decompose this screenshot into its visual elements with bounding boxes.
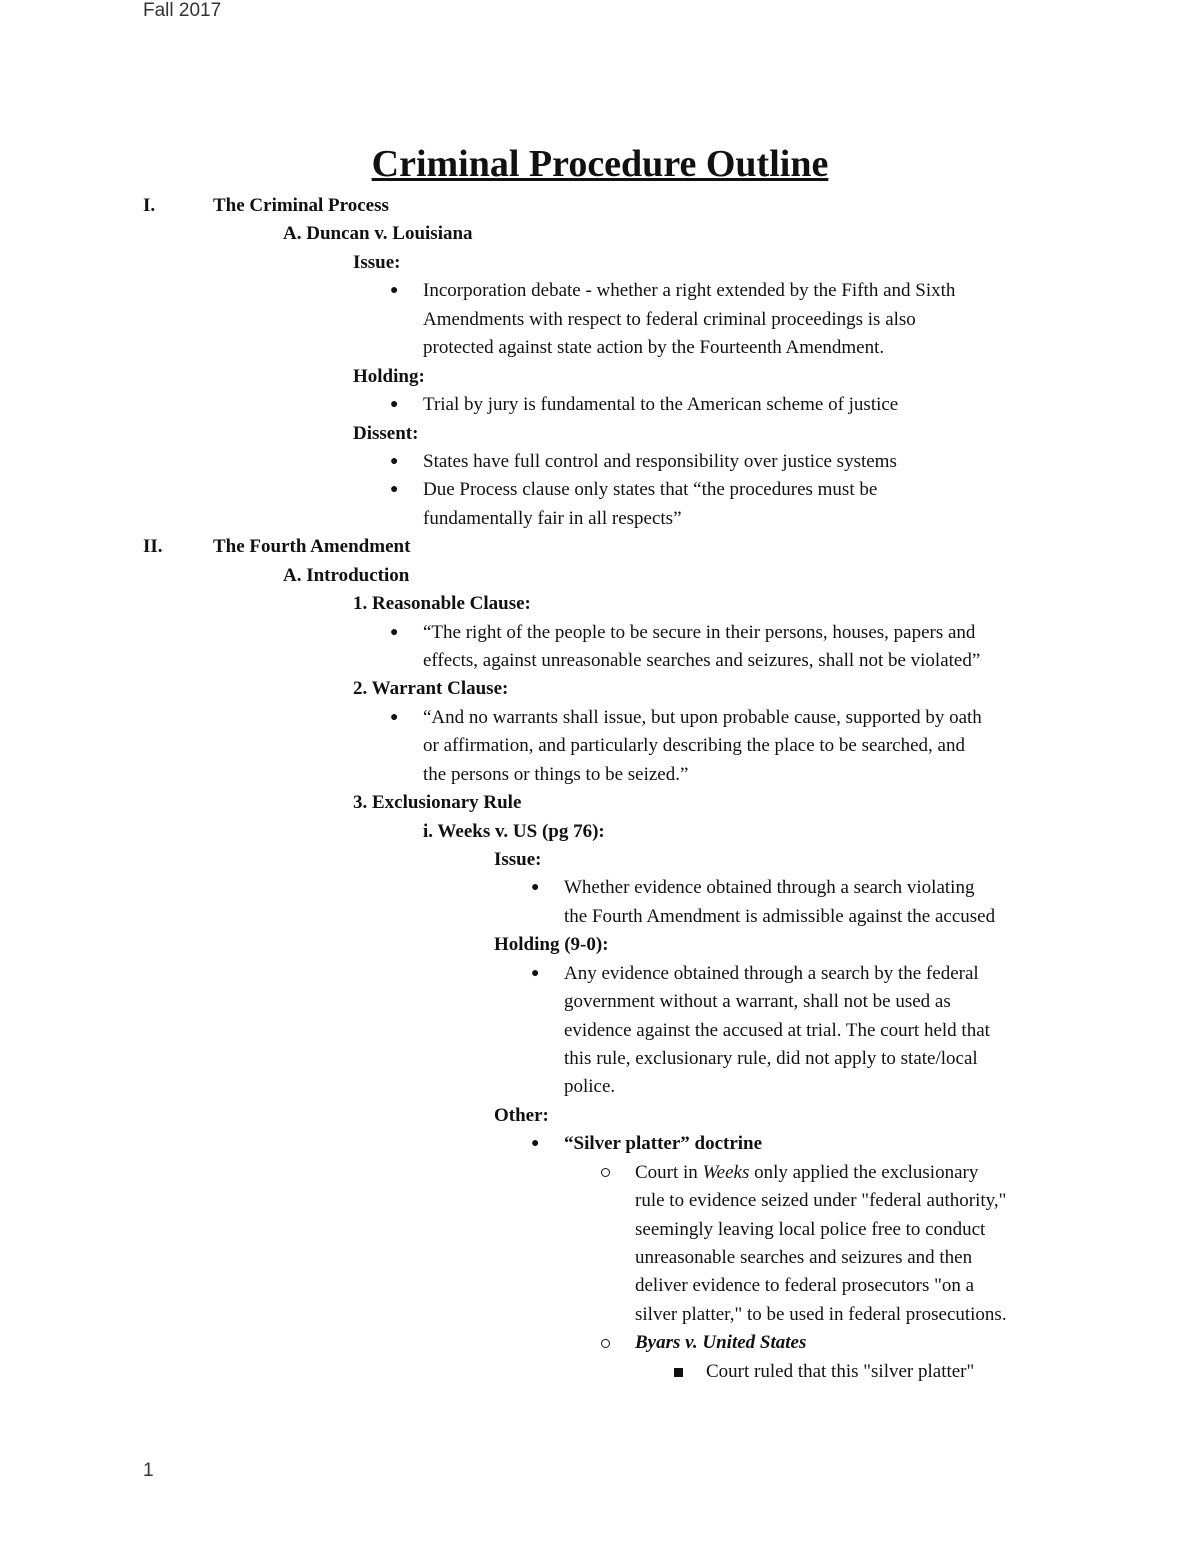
section-2-heading: The Fourth Amendment [213,536,411,557]
bullet-icon: ● [390,283,399,298]
case-duncan-heading: A. Duncan v. Louisiana [283,223,473,244]
weeks-issue-label: Issue: [494,849,542,870]
silver-platter-line: silver platter," to be used in federal prosecutions. [635,1304,1007,1325]
exclusionary-rule-label: 3. Exclusionary Rule [353,792,522,813]
weeks-issue-line: the Fourth Amendment is admissible against the accused [564,906,996,927]
weeks-holding-line: evidence against the accused at trial. The court held that [564,1020,990,1041]
page-header: Fall 2017 [143,0,222,21]
bullet-icon: ● [390,482,399,497]
dissent-label: Dissent: [353,423,419,444]
page-title: Criminal Procedure Outline [371,143,829,185]
reasonable-clause-line: “The right of the people to be secure in their persons, houses, papers and [423,622,976,643]
weeks-holding-line: Any evidence obtained through a search by the federal [564,963,979,984]
warrant-clause-label: 2. Warrant Clause: [353,678,509,699]
bullet-icon: ● [390,454,399,469]
square-bullet-icon [674,1368,683,1377]
other-label: Other: [494,1105,549,1126]
silver-platter-line: rule to evidence seized under "federal authority," [635,1190,1007,1211]
section-1-heading: The Criminal Process [213,195,389,216]
circle-bullet-icon [601,1339,610,1348]
bullet-icon: ● [531,966,540,981]
bullet-icon: ● [531,1136,540,1151]
weeks-holding-line: this rule, exclusionary rule, did not apply to state/local [564,1048,978,1069]
warrant-clause-line: “And no warrants shall issue, but upon probable cause, supported by oath [423,707,982,728]
silver-platter-line: unreasonable searches and seizures and then [635,1247,973,1268]
section-1-number: I. [143,195,156,216]
silver-platter-line: deliver evidence to federal prosecutors "on a [635,1275,975,1296]
dissent-line: fundamentally fair in all respects” [423,508,682,529]
issue-line: Amendments with respect to federal criminal proceedings is also [423,309,916,330]
reasonable-clause-line: effects, against unreasonable searches and seizures, shall not be violated” [423,650,981,671]
dissent-line: Due Process clause only states that “the procedures must be [423,479,878,500]
warrant-clause-line: or affirmation, and particularly describing the place to be searched, and [423,735,965,756]
section-2-number: II. [143,536,163,557]
issue-line: protected against state action by the Fourteenth Amendment. [423,337,885,358]
introduction-heading: A. Introduction [283,565,410,586]
issue-label: Issue: [353,252,401,273]
byars-case-label: Byars v. United States [635,1332,807,1353]
issue-line: Incorporation debate - whether a right extended by the Fifth and Sixth [423,280,956,301]
bullet-icon: ● [390,710,399,725]
bullet-icon: ● [531,880,540,895]
weeks-holding-label: Holding (9-0): [494,934,609,955]
dissent-line: States have full control and responsibility over justice systems [423,451,897,472]
bullet-icon: ● [390,397,399,412]
silver-platter-label: “Silver platter” doctrine [564,1133,763,1154]
silver-platter-line: Court in Weeks only applied the exclusionary [635,1162,979,1183]
circle-bullet-icon [601,1168,610,1177]
weeks-holding-line: police. [564,1076,616,1097]
weeks-case-label: i. Weeks v. US (pg 76): [423,821,605,842]
byars-line: Court ruled that this "silver platter" [706,1361,975,1382]
holding-label: Holding: [353,366,425,387]
holding-line: Trial by jury is fundamental to the American scheme of justice [423,394,899,415]
warrant-clause-line: the persons or things to be seized.” [423,764,689,785]
reasonable-clause-label: 1. Reasonable Clause: [353,593,531,614]
weeks-holding-line: government without a warrant, shall not be used as [564,991,951,1012]
weeks-issue-line: Whether evidence obtained through a search violating [564,877,975,898]
bullet-icon: ● [390,625,399,640]
page-number: 1 [143,1460,154,1481]
silver-platter-line: seemingly leaving local police free to conduct [635,1219,986,1240]
